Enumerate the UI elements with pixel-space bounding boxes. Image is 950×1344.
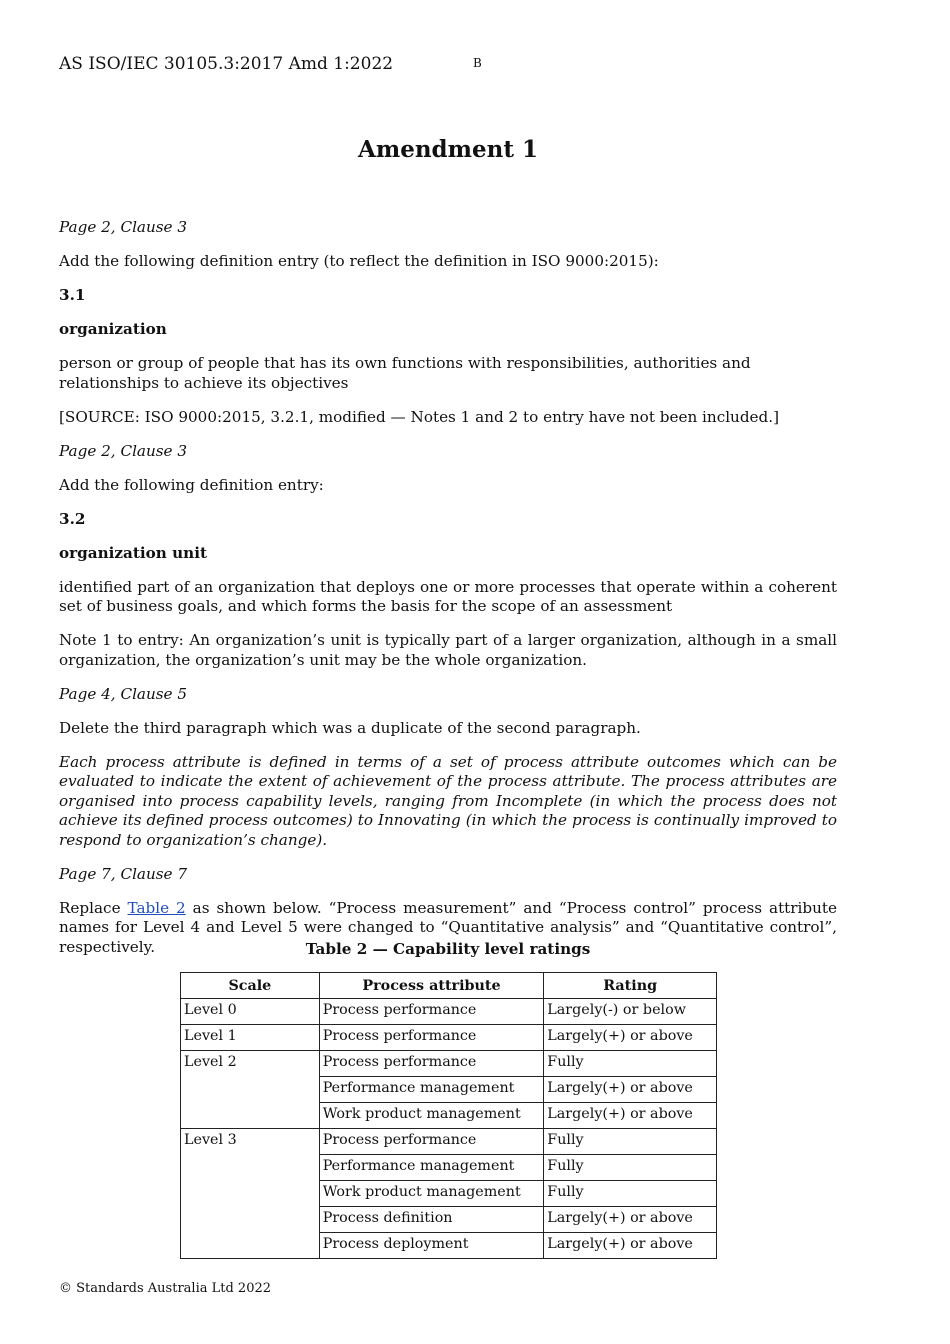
rating-cell: Largely(-) or below xyxy=(544,999,717,1025)
column-header-rating: Rating xyxy=(544,973,717,999)
term-number: 3.2 xyxy=(59,509,86,528)
rating-cell: Largely(+) or above xyxy=(544,1233,717,1259)
replace-text-pre: Replace xyxy=(59,898,128,917)
rating-cell: Largely(+) or above xyxy=(544,1077,717,1103)
column-header-attribute: Process attribute xyxy=(319,973,544,999)
rating-cell: Largely(+) or above xyxy=(544,1103,717,1129)
clause-reference: Page 2, Clause 3 xyxy=(59,441,188,460)
table-row xyxy=(181,999,717,1025)
rating-cell: Fully xyxy=(544,1051,717,1077)
term-name: organization unit xyxy=(59,543,207,562)
source-note: [SOURCE: ISO 9000:2015, 3.2.1, modified — Notes 1 and 2 to entry have not been included.] xyxy=(59,407,780,426)
page-title: Amendment 1 xyxy=(358,136,538,163)
attribute-cell: Process performance xyxy=(319,999,544,1025)
note-to-entry: Note 1 to entry: An organization’s unit is typically part of a larger organization, although in a small organization, the organization’s unit may be the whole organization. xyxy=(59,631,837,669)
table-caption: Table 2 — Capability level ratings xyxy=(305,940,591,958)
table-header-row xyxy=(181,973,717,999)
document-body xyxy=(59,218,837,972)
replace-text-post: as shown below. “Process measurement” and “Process control” process attribute names for Level 4 and Level 5 were changed to “Quantitative analysis” and “Quantitative control”, respectively. xyxy=(59,898,837,956)
clause-reference: Page 2, Clause 3 xyxy=(59,218,188,236)
term-definition: identified part of an organization that deploys one or more processes that operate within a coherent set of business goals, and which forms the basis for the scope of an assessment xyxy=(59,577,837,615)
table-row xyxy=(181,1129,717,1155)
attribute-cell: Process performance xyxy=(319,1051,544,1077)
rating-cell: Fully xyxy=(544,1155,717,1181)
copyright-footer: © Standards Australia Ltd 2022 xyxy=(59,1281,272,1296)
term-name: organization xyxy=(59,320,167,338)
attribute-cell: Performance management xyxy=(319,1155,544,1181)
capability-level-table xyxy=(180,972,717,1259)
scale-cell: Level 0 xyxy=(181,999,320,1025)
attribute-cell: Process performance xyxy=(319,1129,544,1155)
attribute-cell: Performance management xyxy=(319,1077,544,1103)
header-mark: B xyxy=(473,56,482,70)
clause-reference: Page 7, Clause 7 xyxy=(59,864,188,883)
scale-cell: Level 3 xyxy=(181,1129,320,1259)
rating-cell: Largely(+) or above xyxy=(544,1207,717,1233)
attribute-cell: Work product management xyxy=(319,1103,544,1129)
table-2-link[interactable]: Table 2 xyxy=(127,898,186,917)
quoted-paragraph: Each process attribute is defined in terms of a set of process attribute outcomes which can be evaluated to indicate the extent of achievement of the process attribute. The process attributes are organised into process capability levels, ranging from Incomplete (in which the process does not achieve its defined process outcomes) to Innovating (in which the process is continually improved to respond to organization’s change). xyxy=(59,752,837,849)
attribute-cell: Process deployment xyxy=(319,1233,544,1259)
rating-cell: Largely(+) or above xyxy=(544,1025,717,1051)
table-row xyxy=(181,1051,717,1077)
clause-reference: Page 4, Clause 5 xyxy=(59,684,188,703)
term-definition: person or group of people that has its own functions with responsibilities, authorities and relationships to achieve its objectives xyxy=(59,354,751,392)
rating-cell: Fully xyxy=(544,1129,717,1155)
header-standard-number: AS ISO/IEC 30105.3:2017 Amd 1:2022 xyxy=(59,54,394,74)
instruction-text: Add the following definition entry (to reflect the definition in ISO 9000:2015): xyxy=(59,252,659,270)
term-number: 3.1 xyxy=(59,286,86,304)
instruction-text: Delete the third paragraph which was a duplicate of the second paragraph. xyxy=(59,718,641,737)
attribute-cell: Process definition xyxy=(319,1207,544,1233)
attribute-cell: Process performance xyxy=(319,1025,544,1051)
attribute-cell: Work product management xyxy=(319,1181,544,1207)
rating-cell: Fully xyxy=(544,1181,717,1207)
scale-cell: Level 2 xyxy=(181,1051,320,1129)
instruction-text: Add the following definition entry: xyxy=(59,475,324,494)
column-header-scale: Scale xyxy=(181,973,320,999)
scale-cell: Level 1 xyxy=(181,1025,320,1051)
table-row xyxy=(181,1025,717,1051)
